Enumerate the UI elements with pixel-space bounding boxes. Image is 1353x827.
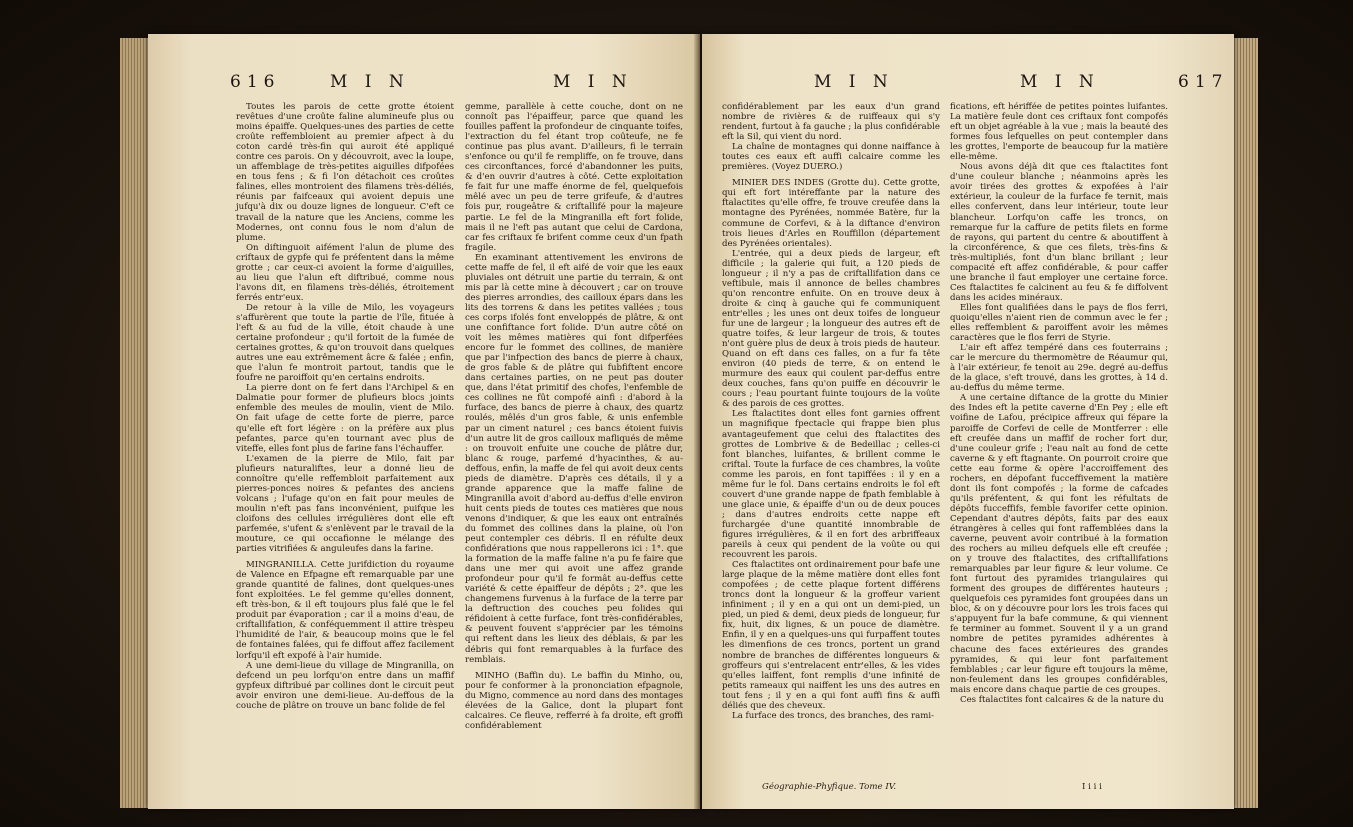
paragraph: Toutes les parois de cette grotte étoient revêtues d'une croûte faline alumineufe plus ou moins épaiffe. Quelques-unes des parties de cette croûte reffembloient au premier afpect à du coton cardé très-fin qui auroit été appliqué contre ces parois. On y découvroit, avec la loupe, un affemblage de très-petites aiguilles difpofées en tous fens ; & fi l'on détachoit ces croûtes falines, elles montroient des filamens très-déliés, réunis par faifceaux qui avoient depuis une jufqu'à dix ou douze lignes de longueur. C'eft ce travail de la nature que les Anciens, comme les Modernes, ont connu fous le nom d'alun de plume. xyxy=(236,102,454,243)
paragraph: confidérablement par les eaux d'un grand nombre de rivières & de ruiffeaux qui s'y rendent, furtout à fa gauche ; la plus confidérable eft la Sil, qui vient du nord. xyxy=(722,102,940,143)
paragraph: gemme, parallèle à cette couche, dont on ne connoît pas l'épaiffeur, parce que quand les fouilles paffent la profondeur de cinquante toifes, l'extraction du fel étant trop coûteufe, ne fe continue pas plus avant. D'ailleurs, fi le terrain s'enfonce ou qu'il fe rempliffe, on fe trouve, dans ces circonftances, forcé d'abandonner les puits, & d'en ouvrir d'autres à côté. Cette exploitation fe fait fur une maffe énorme de fel, quelquefois mêlé avec un peu de terre grifeufe, & d'autres fois pur, rougeâtre & criftallifé pour la majeure partie. Le fel de la Mingranilla eft fort folide, mais il ne l'eft pas autant que celui de Cardona, car fes criftaux fe brifent comme ceux d'un fpath fragile. xyxy=(465,102,683,253)
paragraph: Ces ftalactites font calcaires & de la nature du xyxy=(960,694,1164,705)
left-page xyxy=(148,34,700,809)
left-page-header-col1: M I N xyxy=(330,72,410,92)
entry-mingranilla: MINGRANILLA. Cette jurifdiction du royaume de Valence en Efpagne eft remarquable par une grande quantité de falines, dont quelques-unes font exploitées. Le fel gemme qu'elles donnent, eft très-bon, & il eft toujours plus falé que le fel produit par évaporation ; car il a moins d'eau, de criftallifation, & conféquemment il attire trèspeu l'humidité de l'air, & beaucoup moins que le fel de fontaines falées, qui fe diffout affez facilement lorfqu'il eft expofé à l'air humide. xyxy=(236,560,454,661)
right-page-column-2 xyxy=(950,102,1168,705)
left-page-column-2 xyxy=(465,102,683,731)
right-page-header-col2: M I N xyxy=(1020,72,1100,92)
right-page xyxy=(702,34,1234,809)
paragraph: Les ftalactites dont elles font garnies offrent un magnifique fpectacle qui frappe bien plus avantageufement que celui des ftalactites des grottes de Lombrive & de Bedeillac ; celles-ci font blanches, luifantes, & brillent comme le criftal. Toute la furface de ces chambres, la voûte comme les parois, en font tapiffées : il y en a même fur le fol. Dans certains endroits le fol eft couvert d'une grande nappe de fpath femblable à une glace unie, & épaiffe d'un ou de deux pouces ; dans d'autres endroits cette nappe eft furchargée d'une quantité innombrable de figures irrégulières, & il en fort des arbriffeaux pareils à ceux qui pendent de la voûte ou qui recouvrent les parois. xyxy=(722,409,940,561)
paragraph: Ces ftalactites ont ordinairement pour bafe une large plaque de la même matière dont elles font compofées ; de cette plaque fortent différens troncs dont la longueur & la groffeur varient infiniment ; il y en a qui ont un demi-pied, un pied, un pied & demi, deux pieds de longueur, fur fix, huit, dix lignes, & un pouce de diamètre. Enfin, il y en a quelques-uns qui furpaffent toutes les dimenfions de ces troncs, portent un grand nombre de branches de différentes longueurs & groffeurs qui s'entrelacent entr'elles, & les vides qu'elles laiffent, font remplis d'une infinité de petits rameaux qui naiffent les uns des autres en tout fens ; il y en a qui font auffi fins & auffi déliés que des cheveux. xyxy=(722,560,940,711)
right-page-number: 617 xyxy=(1178,72,1229,92)
paragraph: A une demi-lieue du village de Mingranilla, on defcend un peu lorfqu'on entre dans un maffif gypfeux diftribué par collines dont le circuit peut avoir environ une demi-lieue. Au-deffous de la couche de plâtre on trouve un banc folide de fel xyxy=(236,660,454,711)
paragraph: A une certaine diftance de la grotte du Minier des Indes eft la petite caverne d'En Pey ; elle eft voifine de Lafou, précipice affreux qui fépare la paroiffe de Corfevi de celle de Montferrer : elle eft creufée dans un maffif de rocher fort dur, d'une couleur grife ; l'eau naît au fond de cette caverne & y eft ftagnante. On pourroit croire que cette eau forme & opère l'accroiffement des rochers, en dépofant fucceffivement la matière dont ils font compofés ; la forme de cafcades qu'ils préfentent, & qui font les réfultats de dépôts fucceffifs, femble favorifer cette opinion. Cependant d'autres dépôts, faits par des eaux étrangères à celles qui font raffemblées dans la caverne, peuvent avoir contribué à la formation des rochers au milieu defquels elle eft creufée ; on y trouve des ftalactites, des criftallifations remarquables par leur figure & leur volume. Ce font furtout des pyramides triangulaires qui forment des groupes de différentes hauteurs ; quelquefois ces pyramides font groupées dans un bloc, & on y découvre pour lors les trois faces qui s'appuyent fur la bafe commune, & qui viennent fe terminer au fommet. Souvent il y a un grand nombre de petites pyramides adhérentes à chacune des faces extérieures des grandes pyramides, & qui leur font parfaitement femblables ; car leur figure eft toujours la même, non-feulement dans les groupes confidérables, mais encore dans chaque partie de ces groupes. xyxy=(950,393,1168,695)
page-footer-title: Géographie-Phyfique. Tome IV. xyxy=(762,782,897,792)
right-page-edges xyxy=(1232,38,1258,808)
paragraph: La furface des troncs, des branches, des rami- xyxy=(732,710,935,721)
left-page-header-col2: M I N xyxy=(553,72,633,92)
right-page-column-1 xyxy=(722,102,940,721)
paragraph: On diftinguoit aifément l'alun de plume des criftaux de gypfe qui fe préfentent dans la même grotte ; car ceux-ci avoient la forme d'aiguilles, au lieu que l'alun eft diftribué, comme nous l'avons dit, en filamens très-déliés, étroitement ferrés entr'eux. xyxy=(236,242,454,303)
paragraph: De retour à la ville de Milo, les voyageurs s'affurèrent que toute la partie de l'île, fituée à l'eft & au fud de la ville, étoit chaude à une certaine profondeur ; qu'il fortoit de la fumée de certaines grottes, & qu'on trouvoit dans quelques autres une eau extrêmement âcre & falée ; enfin, que l'alun fe montroit partout, tandis que le foufre ne paroiffoit qu'en certains endroits. xyxy=(236,302,454,384)
paragraph: L'entrée, qui a deux pieds de largeur, eft difficile ; la galerie qui fuit, a 120 pieds de longueur ; il n'y a pas de criftallifation dans ce veftibule, mais il annonce de belles chambres qu'on rencontre enfuite. On en trouve deux à droite & cinq à gauche qui fe communiquent entr'elles ; les unes ont deux toifes de longueur fur une de largeur ; la longueur des autres eft de quatre toifes, & leur largeur de trois, & toutes n'ont guère plus de deux à trois pieds de hauteur. Quand on eft dans ces falles, on a fur fa tête environ (40 pieds de terre, & on entend le murmure des eaux qui coulent par-deffus entre deux couches, fans qu'on puiffe en découvrir le cours ; l'eau pourtant fuinte toujours de la voûte & des parois de ces grottes. xyxy=(722,248,940,410)
paragraph: En examinant attentivement les environs de cette maffe de fel, il eft aifé de voir que les eaux pluviales ont détruit une partie du terrain, & ont mis par là cette mine à découvert ; car on trouve des pierres arrondies, des cailloux épars dans les lits des torrens & dans les petites vallées ; tous ces corps ifolés font enveloppés de plâtre, & ont une confiftance fort folide. D'un autre côté on voit les mêmes matières qui font difperfées encore fur le fommet des collines, de manière que par l'infpection des bancs de pierre à chaux, de gros fable & de plâtre qui fubfiftent encore dans certaines parties, on ne peut pas douter que, dans l'état primitif des chofes, l'enfemble de ces collines ne fût compofé ainfi : d'abord à la furface, des bancs de pierre à chaux, des quartz roulés, mêlés d'un gros fable, & unis enfemble par un ciment naturel ; ces bancs étoient fuivis d'un autre lit de gros cailloux mafliqués de même : on trouvoit enfuite une couche de plâtre dur, blanc & rouge, parfemé d'hyacinthes, & au-deffous, enfin, la maffe de fel qui avoit deux cents pieds de diamètre. D'après ces détails, il y a grande apparence que la maffe faline de Mingranilla avoit d'abord au-deffus d'elle environ huit cents pieds de toutes ces matières que nous venons d'indiquer, & que les eaux ont entraînés du fommet des collines dans la plaine, où l'on peut contempler ces débris. Il en réfulte deux confidérations que nous rappellerons ici : 1°. que la formation de la maffe faline n'a pu fe faire que dans une mer qui avoit une affez grande profondeur pour qu'il fe formât au-deffus cette variété & cette épaiffeur de dépôts ; 2°. que les changemens furvenus à la furface de la terre par la deftruction des couches peu folides qui réfidoient à cette furface, font très-confidérables, & peuvent fouvent s'apprécier par les témoins qui reftent dans les lieux des déblais, & par les débris qui font remarquables à la furface des remblais. xyxy=(465,252,683,665)
paragraph: fications, eft hériffée de petites pointes luifantes. La matière feule dont ces criftaux font compofés eft un objet agréable à la vue ; mais la beauté des formes fous lefquelles on peut contempler dans les grottes, l'emporte de beaucoup fur la matière elle-même. xyxy=(950,102,1168,163)
right-page-header-col1: M I N xyxy=(814,72,894,92)
paragraph: La pierre dont on fe fert dans l'Archipel & en Dalmatie pour former de plufieurs blocs joints enfemble des meules de moulin, vient de Milo. On fait ufage de cette forte de pierre, parce qu'elle eft fort légère : on la préfère aux plus pefantes, parce qu'en tournant avec plus de viteffe, elles font plus de farine fans l'échauffer. xyxy=(236,383,454,454)
paragraph: Nous avons déjà dit que ces ftalactites font d'une couleur blanche ; néanmoins après les avoir tirées des grottes & expofées à l'air extérieur, la couleur de la furface fe ternit, mais elles confervent, dans leur intérieur, toute leur blancheur. Lorfqu'on caffe les troncs, on remarque fur la caffure de petits filets en forme de rayons, qui partent du centre & aboutiffent à la circonférence, & que ces filets, très-fins & très-multipliés, font d'un blanc brillant ; leur compacité eft affez confidérable, & pour caffer une branche il faut employer une certaine force. Ces ftalactites fe calcinent au feu & fe diffolvent dans les acides minéraux. xyxy=(950,162,1168,303)
left-page-column-1 xyxy=(236,102,454,711)
paragraph: Elles font qualifiées dans le pays de flos ferri, quoiqu'elles n'aient rien de commun avec le fer ; elles reffemblent & paroiffent avoir les mêmes caractères que le flos ferri de Styrie. xyxy=(950,302,1168,344)
entry-minho: MINHO (Baffin du). Le baffin du Minho, ou, pour fe conformer à la prononciation efpagnole, du Migno, commence au nord dans des montages élevées de la Galice, dont la plupart font calcaires. Ce fleuve, refferré à fa droite, eft groffi confidérablement xyxy=(465,670,683,731)
paragraph: L'examen de la pierre de Milo, fait par plufieurs naturaliftes, leur a donné lieu de connoître qu'elle reffembloit parfaitement aux pierres-ponces noires & pefantes des anciens volcans ; l'ufage qu'on en fait pour meules de moulin n'eft pas fans inconvénient, puifque les cloifons des cellules irrégulières dont elle eft parfemée, s'ufent & s'enlèvent par le travail de la mouture, ce qui occafionne le mélange des parties vitrifiées & anguleufes dans la farine. xyxy=(236,453,454,555)
paragraph: La chaîne de montagnes qui donne naiffance à toutes ces eaux eft auffi calcaire comme les premières. (Voyez DUERO.) xyxy=(722,142,940,173)
signature-mark: I i i i xyxy=(1082,782,1102,792)
left-page-number: 616 xyxy=(230,72,281,92)
paragraph: L'air eft affez tempéré dans ces fouterrains ; car le mercure du thermomètre de Réaumur qui, à l'air extérieur, fe tenoit au 29e. degré au-deffus de la glace, s'eft trouvé, dans les grottes, à 14 d. au-deffus du même terme. xyxy=(950,343,1168,394)
left-page-edges xyxy=(120,38,150,808)
entry-minier-des-indes: MINIER DES INDES (Grotte du). Cette grotte, qui eft fort intéreffante par la nature des ftalactites qu'elle offre, fe trouve creufée dans la montagne des Pyrénées, nommée Batère, fur la commune de Corfevi, & à la diftance d'environ trois lieues d'Arles en Rouffillon (département des Pyrénées orientales). xyxy=(722,178,940,249)
